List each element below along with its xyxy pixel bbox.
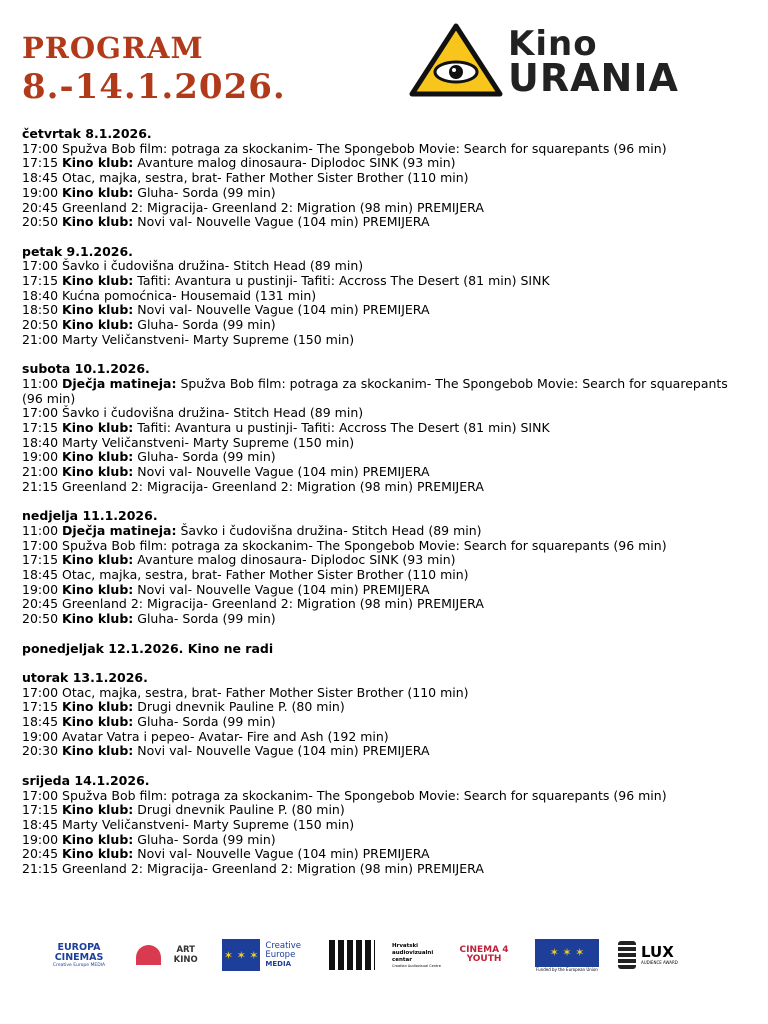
screening-row [22, 201, 752, 216]
logo-kino-text: Kino [508, 24, 598, 64]
screening-row [22, 553, 752, 568]
screening-time: 19:00 [22, 184, 59, 200]
media-text: MEDIA [265, 960, 291, 968]
screening-title: Otac, majka, sestra, brat- Father Mother Sister Brother (110 min) [62, 567, 469, 583]
eye-triangle-icon [408, 22, 504, 98]
screening-row [22, 303, 752, 318]
screening-title: Marty Veličanstveni- Marty Supreme (150 min) [62, 434, 355, 450]
screening-row [22, 142, 752, 157]
screening-row [22, 259, 752, 274]
screening-series-label: Kino klub: [62, 846, 134, 862]
screening-time: 21:15 [22, 861, 59, 877]
havc-text: Hrvatski audiovizualni centar [392, 942, 434, 963]
eu-flag-icon-2: ✶ ✶ ✶ [535, 939, 599, 967]
screening-title: Gluha- Sorda (99 min) [137, 611, 276, 627]
logo-urania-text: URANIA [508, 56, 679, 100]
screening-title: Novi val- Nouvelle Vague (104 min) PREMIJERA [137, 302, 430, 318]
screening-series-label: Dječja matineja: [62, 375, 177, 391]
art-kino-arc-icon [136, 945, 161, 965]
screening-time: 19:00 [22, 728, 59, 744]
barcode-logo [327, 935, 377, 975]
screening-title: Kućna pomoćnica- Housemaid (131 min) [62, 287, 317, 303]
screening-row [22, 715, 752, 730]
screening-series-label: Kino klub: [62, 699, 134, 715]
day-block [22, 671, 752, 759]
screening-row [22, 612, 752, 627]
day-heading: srijeda 14.1.2026. [22, 772, 150, 788]
screening-row [22, 436, 752, 451]
screening-time: 18:50 [22, 302, 59, 318]
screening-row [22, 215, 752, 230]
screening-row [22, 818, 752, 833]
screening-series-label: Kino klub: [62, 155, 134, 171]
screening-title: Šavko i čudovišna družina- Stitch Head (89 min) [62, 405, 364, 421]
barcode-icon [329, 940, 375, 970]
screening-row [22, 333, 752, 348]
screening-row [22, 156, 752, 171]
day-heading: četvrtak 8.1.2026. [22, 126, 152, 141]
screening-row [22, 700, 752, 715]
screening-row [22, 847, 752, 862]
screening-time: 20:50 [22, 611, 59, 627]
screening-title: Greenland 2: Migracija- Greenland 2: Migration (98 min) PREMIJERA [62, 861, 484, 877]
funded-eu-text: Funded by the European Union [536, 966, 598, 972]
screening-row [22, 686, 752, 701]
screening-row [22, 450, 752, 465]
screening-series-label: Kino klub: [62, 831, 134, 847]
screening-time: 19:00 [22, 831, 59, 847]
kino-urania-logo [408, 22, 708, 100]
screening-row [22, 862, 752, 877]
screening-series-label: Kino klub: [62, 464, 134, 480]
screening-title: Šavko i čudovišna družina- Stitch Head (89 min) [62, 258, 364, 274]
screening-series-label: Kino klub: [62, 302, 134, 318]
europa-cinemas-text: EUROPA CINEMAS [54, 941, 104, 963]
lux-text: LUX [641, 943, 674, 961]
day-block [22, 245, 752, 348]
screening-row [22, 480, 752, 495]
screening-time: 19:00 [22, 581, 59, 597]
screening-row [22, 289, 752, 304]
screening-title: Novi val- Nouvelle Vague (104 min) PREMIJERA [137, 846, 430, 862]
screening-series-label: Kino klub: [62, 581, 134, 597]
screening-time: 18:45 [22, 714, 59, 730]
screening-time: 17:00 [22, 684, 59, 700]
europa-cinemas-logo [40, 935, 118, 975]
screening-time: 17:00 [22, 258, 59, 274]
screening-title: Marty Veličanstveni- Marty Supreme (150 min) [62, 331, 355, 347]
screening-title: Greenland 2: Migracija- Greenland 2: Migration (98 min) PREMIJERA [62, 596, 484, 612]
screening-time: 18:45 [22, 170, 59, 186]
screening-title: Tafiti: Avantura u pustinji- Tafiti: Accross The Desert (81 min) SINK [137, 420, 550, 436]
screening-title: Avatar Vatra i pepeo- Avatar- Fire and Ash (192 min) [62, 728, 389, 744]
screening-time: 18:45 [22, 567, 59, 583]
screening-title: Gluha- Sorda (99 min) [137, 449, 276, 465]
screening-row [22, 744, 752, 759]
day-heading: nedjelja 11.1.2026. [22, 508, 158, 524]
day-heading: utorak 13.1.2026. [22, 669, 148, 685]
screening-time: 20:45 [22, 199, 59, 215]
screening-series-label: Kino klub: [62, 714, 134, 730]
day-block [22, 642, 752, 657]
screening-time: 17:15 [22, 552, 59, 568]
screening-series-label: Kino klub: [62, 273, 134, 289]
eu-flag-icon: ✶ ✶ ✶ [222, 939, 260, 971]
day-block [22, 509, 752, 627]
screening-time: 20:30 [22, 743, 59, 759]
lux-logo [618, 935, 690, 975]
screening-time: 20:45 [22, 596, 59, 612]
screening-row [22, 539, 752, 554]
day-block [22, 362, 752, 494]
screening-series-label: Kino klub: [62, 449, 134, 465]
screening-time: 11:00 [22, 375, 59, 391]
screening-title: Novi val- Nouvelle Vague (104 min) PREMIJERA [137, 214, 430, 230]
screening-row [22, 833, 752, 848]
screening-row [22, 524, 752, 539]
screening-row [22, 465, 752, 480]
screening-title: Gluha- Sorda (99 min) [137, 831, 276, 847]
art-kino-logo [136, 935, 208, 975]
creative-europe-text: Creative Europe [265, 941, 302, 960]
screening-time: 17:15 [22, 420, 59, 436]
screening-title: Drugi dnevnik Pauline P. (80 min) [137, 802, 345, 818]
screening-series-label: Dječja matineja: [62, 522, 177, 538]
screening-time: 17:00 [22, 537, 59, 553]
screening-title: Novi val- Nouvelle Vague (104 min) PREMIJERA [137, 743, 430, 759]
screening-time: 17:00 [22, 405, 59, 421]
day-block [22, 127, 752, 230]
day-heading: petak 9.1.2026. [22, 243, 133, 259]
lux-trophy-icon [618, 941, 636, 969]
screening-series-label: Kino klub: [62, 611, 134, 627]
screening-time: 19:00 [22, 449, 59, 465]
screening-title: Novi val- Nouvelle Vague (104 min) PREMIJERA [137, 581, 430, 597]
screening-title: Otac, majka, sestra, brat- Father Mother Sister Brother (110 min) [62, 684, 469, 700]
screening-title: Drugi dnevnik Pauline P. (80 min) [137, 699, 345, 715]
screening-row [22, 186, 752, 201]
screening-time: 21:00 [22, 464, 59, 480]
screening-time: 17:00 [22, 787, 59, 803]
sponsor-logos [40, 935, 740, 980]
art-kino-text: ART KINO [173, 945, 198, 965]
screening-row [22, 274, 752, 289]
havc-logo [392, 935, 450, 975]
screening-title: Avanture malog dinosaura- Diplodoc SINK (93 min) [137, 552, 456, 568]
screening-row [22, 730, 752, 745]
screening-title: Gluha- Sorda (99 min) [137, 317, 276, 333]
screening-row [22, 568, 752, 583]
screening-title: Marty Veličanstveni- Marty Supreme (150 min) [62, 816, 355, 832]
screening-title: Novi val- Nouvelle Vague (104 min) PREMIJERA [137, 464, 430, 480]
screening-title: Tafiti: Avantura u pustinji- Tafiti: Accross The Desert (81 min) SINK [137, 273, 550, 289]
screening-title: Spužva Bob film: potraga za skockanim- The Spongebob Movie: Search for squarepants (96 min) [22, 375, 728, 406]
screening-title: Avanture malog dinosaura- Diplodoc SINK (93 min) [137, 155, 456, 171]
screening-row [22, 597, 752, 612]
havc-sub-text: Croatian Audiovisual Centre [392, 963, 441, 968]
cinema-for-youth-text: CINEMA 4 YOUTH [459, 945, 509, 964]
screening-row [22, 377, 752, 406]
program-schedule [22, 127, 752, 891]
europa-cinemas-sub: Creative Europe MEDIA [52, 962, 106, 968]
screening-title: Gluha- Sorda (99 min) [137, 714, 276, 730]
screening-time: 17:15 [22, 699, 59, 715]
screening-time: 11:00 [22, 522, 59, 538]
screening-row [22, 318, 752, 333]
page-title [22, 30, 286, 108]
screening-row [22, 171, 752, 186]
screening-time: 20:45 [22, 846, 59, 862]
screening-row [22, 421, 752, 436]
screening-title: Otac, majka, sestra, brat- Father Mother Sister Brother (110 min) [62, 170, 469, 186]
title-dates: 8.-14.1.2026. [22, 67, 286, 107]
screening-series-label: Kino klub: [62, 802, 134, 818]
screening-title: Spužva Bob film: potraga za skockanim- The Spongebob Movie: Search for squarepants (96 min) [62, 140, 667, 156]
screening-title: Greenland 2: Migracija- Greenland 2: Migration (98 min) PREMIJERA [62, 478, 484, 494]
screening-time: 17:15 [22, 273, 59, 289]
screening-time: 21:15 [22, 478, 59, 494]
day-heading: ponedjeljak 12.1.2026. Kino ne radi [22, 640, 274, 656]
screening-series-label: Kino klub: [62, 743, 134, 759]
screening-time: 20:50 [22, 317, 59, 333]
lux-sub-text: AUDIENCE AWARD [641, 960, 678, 965]
screening-title: Spužva Bob film: potraga za skockanim- The Spongebob Movie: Search for squarepants (96 min) [62, 537, 667, 553]
screening-time: 17:15 [22, 155, 59, 171]
title-program: PROGRAM [22, 31, 204, 65]
screening-row [22, 803, 752, 818]
screening-series-label: Kino klub: [62, 552, 134, 568]
day-block [22, 774, 752, 877]
screening-title: Gluha- Sorda (99 min) [137, 184, 276, 200]
screening-time: 21:00 [22, 331, 59, 347]
screening-row [22, 789, 752, 804]
screening-time: 17:15 [22, 802, 59, 818]
screening-series-label: Kino klub: [62, 214, 134, 230]
creative-europe-media-logo [222, 935, 320, 975]
screening-time: 18:45 [22, 816, 59, 832]
screening-title: Greenland 2: Migracija- Greenland 2: Migration (98 min) PREMIJERA [62, 199, 484, 215]
screening-series-label: Kino klub: [62, 184, 134, 200]
screening-time: 17:00 [22, 140, 59, 156]
screening-time: 18:40 [22, 434, 59, 450]
screening-row [22, 406, 752, 421]
screening-row [22, 583, 752, 598]
cinema-for-youth-logo [448, 935, 520, 975]
funded-eu-logo [532, 935, 602, 975]
screening-series-label: Kino klub: [62, 420, 134, 436]
screening-series-label: Kino klub: [62, 317, 134, 333]
screening-time: 20:50 [22, 214, 59, 230]
day-heading: subota 10.1.2026. [22, 361, 150, 377]
screening-time: 18:40 [22, 287, 59, 303]
screening-title: Šavko i čudovišna družina- Stitch Head (89 min) [180, 522, 482, 538]
screening-title: Spužva Bob film: potraga za skockanim- The Spongebob Movie: Search for squarepants (96 min) [62, 787, 667, 803]
